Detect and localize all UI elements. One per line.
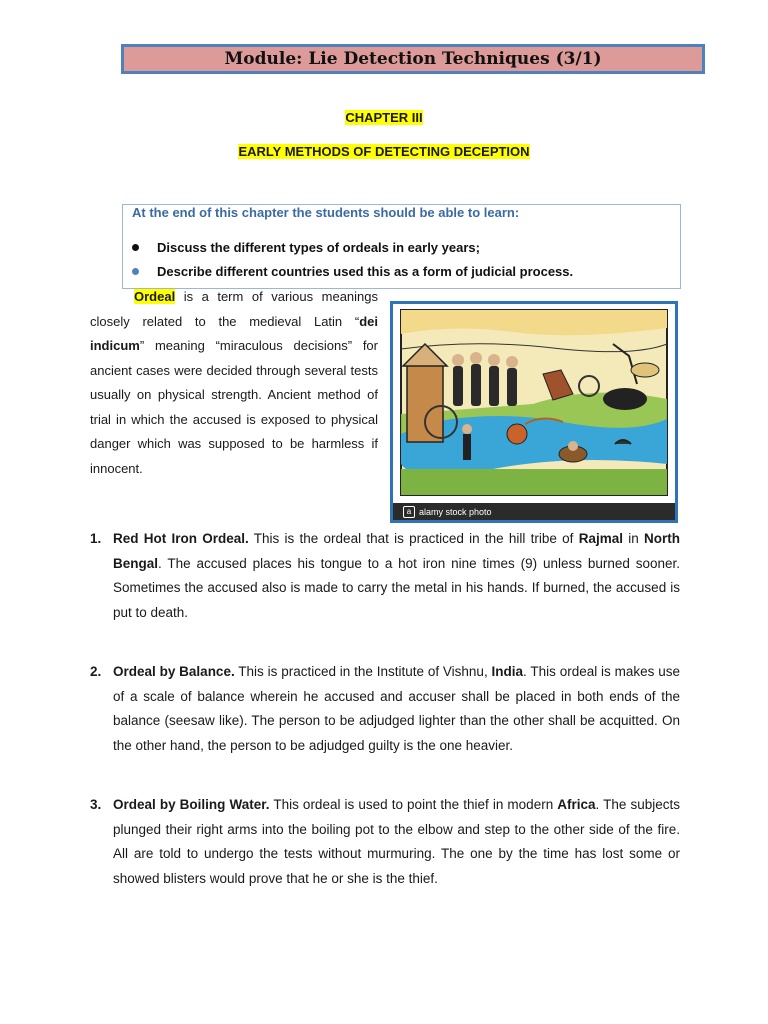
intro-paragraph bbox=[90, 285, 378, 481]
item-text: . The subjects plunged their right arms into the boiling pot to the elbow and step to the other side of the fire. All are told to undergo the tests without murmuring. The one by the time has lost some or showed blisters would prove that he or she is the thief. bbox=[113, 797, 680, 886]
item-text: . This ordeal is makes use of a scale of balance wherein he accused and accuser shall be placed in both ends of the balance (seesaw like). The person to be adjudged lighter than the other shall be acquitted. On the other hand, the person to be adjudged guilty is the one heavier. bbox=[113, 664, 680, 753]
objective-text: Describe different countries used this as a form of judicial process. bbox=[157, 264, 574, 279]
objective-text: Discuss the different types of ordeals in early years; bbox=[157, 240, 480, 255]
item-title: Ordeal by Boiling Water. bbox=[113, 797, 270, 812]
item-body bbox=[113, 793, 680, 891]
item-text: in bbox=[622, 531, 644, 546]
ordeal-item bbox=[90, 793, 680, 891]
term-ordeal: Ordeal bbox=[134, 289, 176, 304]
item-text: This is practiced in the Institute of Vishnu, bbox=[234, 664, 492, 679]
chapter-number bbox=[0, 110, 768, 125]
item-text: . The accused places his tongue to a hot iron nine times (9) unless burned sooner. Sometimes the accused also is made to carry the metal in his hands. If burned, the accused is put to death. bbox=[113, 555, 680, 620]
objective-item bbox=[132, 264, 573, 279]
ordeal-item bbox=[90, 660, 680, 758]
item-text: This is the ordeal that is practiced in the hill tribe of bbox=[248, 531, 579, 546]
alamy-logo-icon: a bbox=[403, 506, 415, 518]
chapter-label: CHAPTER III bbox=[345, 110, 423, 125]
watermark-bar bbox=[393, 503, 675, 520]
item-number: 2. bbox=[90, 664, 102, 679]
item-title: Red Hot Iron Ordeal. bbox=[113, 531, 249, 546]
bullet-icon bbox=[132, 268, 139, 275]
latin-term: dei indicum bbox=[90, 313, 378, 353]
ordeal-item bbox=[90, 527, 680, 625]
objectives-intro: At the end of this chapter the students should be able to learn: bbox=[132, 205, 520, 220]
item-bold: North Bengal bbox=[113, 531, 680, 571]
bullet-icon bbox=[132, 244, 139, 251]
item-number: 3. bbox=[90, 797, 102, 812]
item-text: This ordeal is used to point the thief in modern bbox=[269, 797, 558, 812]
woodcut-illustration-icon bbox=[390, 301, 678, 523]
module-title-box bbox=[121, 44, 705, 74]
woodcut-drawing bbox=[393, 304, 675, 503]
learning-objectives-box bbox=[122, 204, 681, 289]
chapter-title: EARLY METHODS OF DETECTING DECEPTION bbox=[238, 144, 530, 159]
objective-item bbox=[132, 240, 480, 255]
item-bold: India bbox=[491, 664, 524, 679]
item-body bbox=[113, 527, 680, 625]
watermark-text: alamy stock photo bbox=[419, 506, 492, 517]
intro-text-2: ” meaning “miraculous decisions” for ancient cases were decided through several tests usually on physical strength. Ancient method of trial in which the accused is exposed to physical danger which was supposed to be harmless if innocent. bbox=[90, 338, 378, 476]
item-title: Ordeal by Balance. bbox=[113, 664, 235, 679]
module-title: Module: Lie Detection Techniques (3/1) bbox=[224, 49, 602, 69]
item-bold: Africa bbox=[557, 797, 596, 812]
item-body bbox=[113, 660, 680, 758]
item-number: 1. bbox=[90, 531, 102, 546]
item-bold: Rajmal bbox=[578, 531, 623, 546]
intro-text-1: is a term of various meanings closely related to the medieval Latin “ bbox=[90, 289, 378, 329]
chapter-heading bbox=[0, 144, 768, 159]
